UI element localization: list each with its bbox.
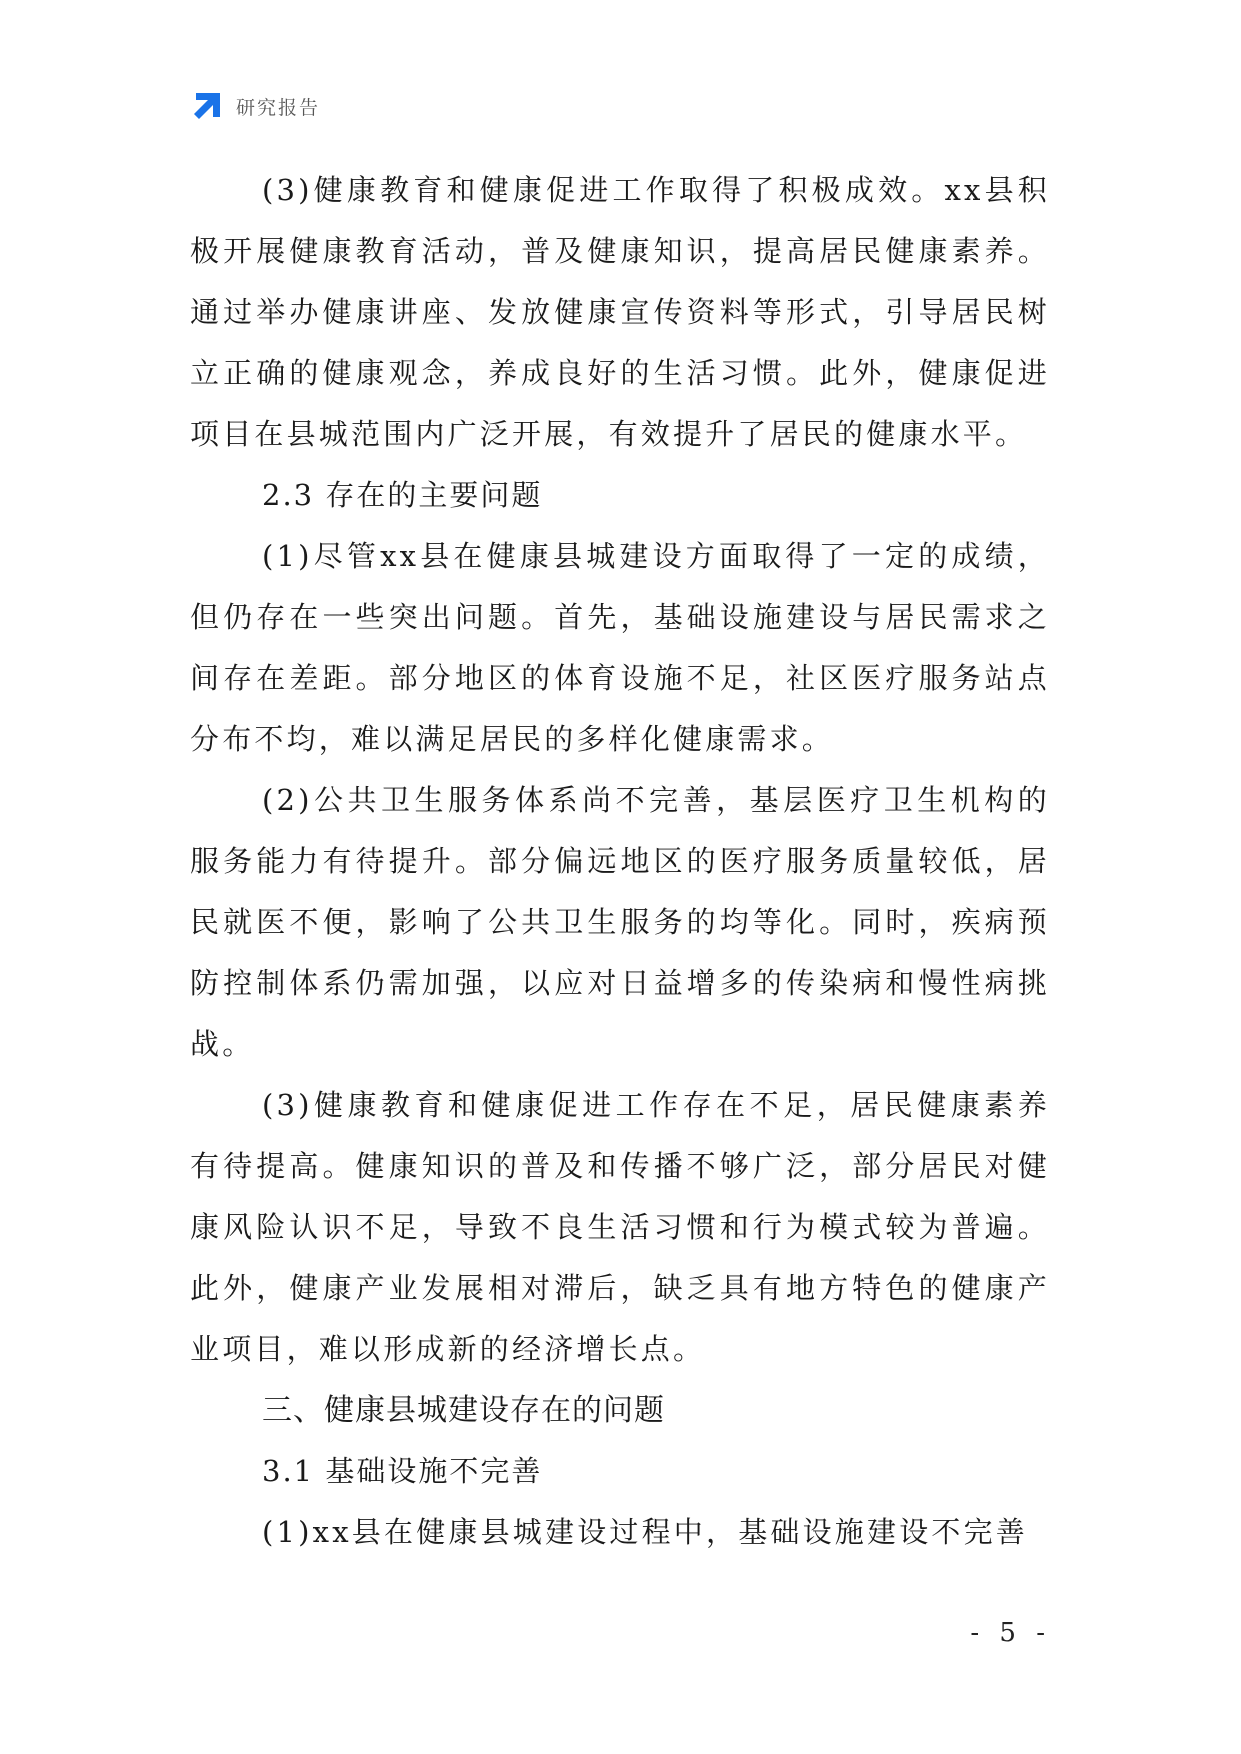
- page-header: [190, 88, 320, 124]
- arrow-logo-icon: [190, 89, 224, 123]
- subheading-main-problems: 2.3 存在的主要问题: [262, 478, 543, 512]
- paragraph-public-health-service: (2)公共卫生服务体系尚不完善，基层医疗卫生机构的服务能力有待提升。部分偏远地区的医疗服务质量较低，居民就医不便，影响了公共卫生服务的均等化。同时，疾病预防控制体系仍需加强，以应对日益增多的传染病和慢性病挑战。: [190, 783, 1050, 1061]
- section-title-problems: 三、健康县城建设存在的问题: [262, 1393, 665, 1428]
- document-body: [190, 160, 1050, 1563]
- paragraph-infrastructure-gap: (1)尽管xx县在健康县城建设方面取得了一定的成绩，但仍存在一些突出问题。首先，基础设施建设与居民需求之间存在差距。部分地区的体育设施不足，社区医疗服务站点分布不均，难以满足居民的多样化健康需求。: [190, 539, 1050, 756]
- paragraph-health-education-shortcomings: (3)健康教育和健康促进工作存在不足，居民健康素养有待提高。健康知识的普及和传播不够广泛，部分居民对健康风险认识不足，导致不良生活习惯和行为模式较为普遍。此外，健康产业发展相对滞后，缺乏具有地方特色的健康产业项目，难以形成新的经济增长点。: [190, 1088, 1050, 1366]
- paragraph-infrastructure-incomplete: (1)xx县在健康县城建设过程中，基础设施建设不完善: [262, 1515, 1028, 1549]
- page-number: - 5 -: [970, 1618, 1051, 1648]
- header-title: 研究报告: [236, 96, 321, 119]
- subheading-infrastructure: 3.1 基础设施不完善: [262, 1454, 543, 1488]
- paragraph-health-education-achievements: (3)健康教育和健康促进工作取得了积极成效。xx县积极开展健康教育活动，普及健康知识，提高居民健康素养。通过举办健康讲座、发放健康宣传资料等形式，引导居民树立正确的健康观念，养成良好的生活习惯。此外，健康促进项目在县城范围内广泛开展，有效提升了居民的健康水平。: [190, 173, 1050, 451]
